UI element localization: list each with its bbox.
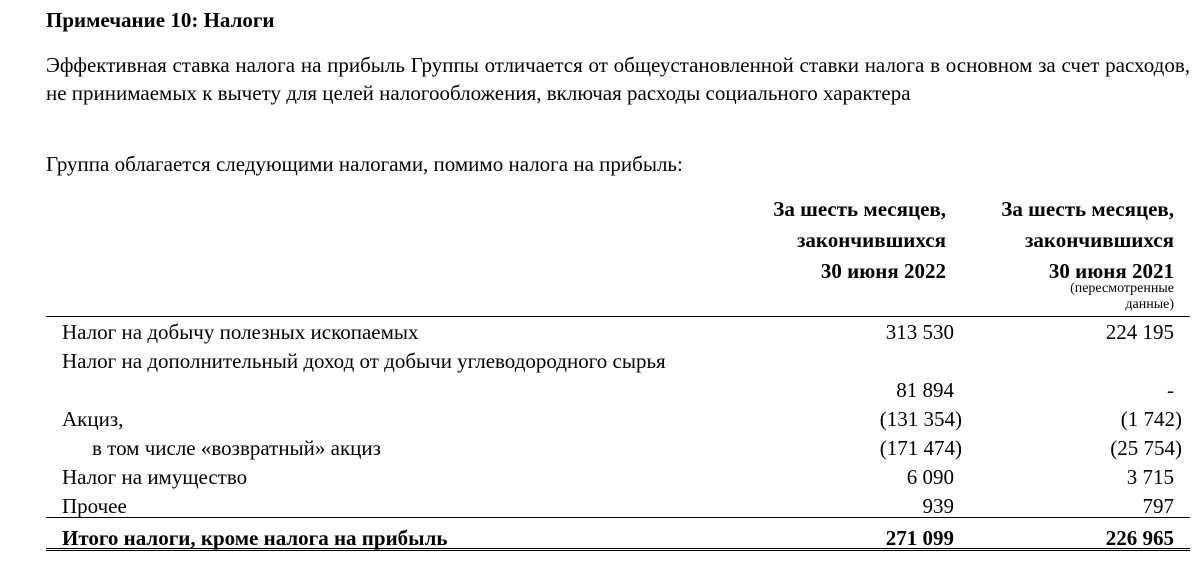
column-header-2021 <box>926 194 1174 287</box>
column-header-2021-line1: За шесть месяцев, <box>1001 197 1174 221</box>
table-sum-rule <box>46 517 1190 518</box>
column-note-line1: (пересмотренные <box>1070 281 1174 296</box>
column-header-2021-line2: закончившихся <box>1024 228 1174 252</box>
row-value-2021: - <box>1167 378 1174 402</box>
row-label: Налог на дополнительный доход от добычи углеводородного сырья <box>62 349 666 373</box>
row-value-2021: 797 <box>1142 494 1174 518</box>
row-value-2022: 81 894 <box>896 378 954 402</box>
row-label: Налог на добычу полезных ископаемых <box>62 320 419 344</box>
table-row-reverse-excise <box>46 434 1190 463</box>
table-top-rule <box>46 316 1190 317</box>
total-label: Итого налоги, кроме налога на прибыль <box>62 526 448 550</box>
row-value-2022: 313 530 <box>885 320 954 344</box>
column-header-2022-line3: 30 июня 2022 <box>820 259 946 283</box>
row-value-2021: (1 742) <box>1120 407 1182 431</box>
row-value-2022: (171 474) <box>879 436 962 460</box>
column-header-2022-line1: За шесть месяцев, <box>773 197 946 221</box>
row-label: Акциз, <box>62 407 124 431</box>
row-value-2021: 224 195 <box>1105 320 1174 344</box>
column-header-2021-line3: 30 июня 2021 <box>1048 259 1174 283</box>
row-value-2022: 6 090 <box>906 465 954 489</box>
row-value-2022: (131 354) <box>879 407 962 431</box>
column-header-2022 <box>686 194 946 287</box>
total-value-2021: 226 965 <box>1105 526 1174 550</box>
table-row-excise <box>46 405 1190 434</box>
row-label: Налог на имущество <box>62 465 248 489</box>
table-bottom-double-rule <box>46 548 1190 551</box>
column-header-2022-line2: закончившихся <box>796 228 946 252</box>
note-title: Примечание 10: Налоги <box>46 8 275 32</box>
column-header-2021-note <box>1006 281 1174 313</box>
table-intro: Группа облагается следующими налогами, помимо налога на прибыль: <box>46 152 683 176</box>
column-note-line2: данные) <box>1125 297 1174 312</box>
total-value-2022: 271 099 <box>885 526 954 550</box>
table-row-additional-income-tax <box>46 347 1190 405</box>
table-row-mineral-extraction-tax <box>46 318 1190 347</box>
row-label: в том числе «возвратный» акциз <box>92 436 381 460</box>
row-value-2021: 3 715 <box>1126 465 1174 489</box>
row-value-2021: (25 754) <box>1110 436 1182 460</box>
table-row-property-tax <box>46 463 1190 492</box>
row-value-2022: 939 <box>922 494 954 518</box>
note-paragraph: Эффективная ставка налога на прибыль Группы отличается от общеустановленной ставки налога в основном за счет расходов, не принимаемых к вычету для целей налогообложения, включая расходы социального характера <box>46 53 1190 105</box>
row-label: Прочее <box>62 494 127 518</box>
